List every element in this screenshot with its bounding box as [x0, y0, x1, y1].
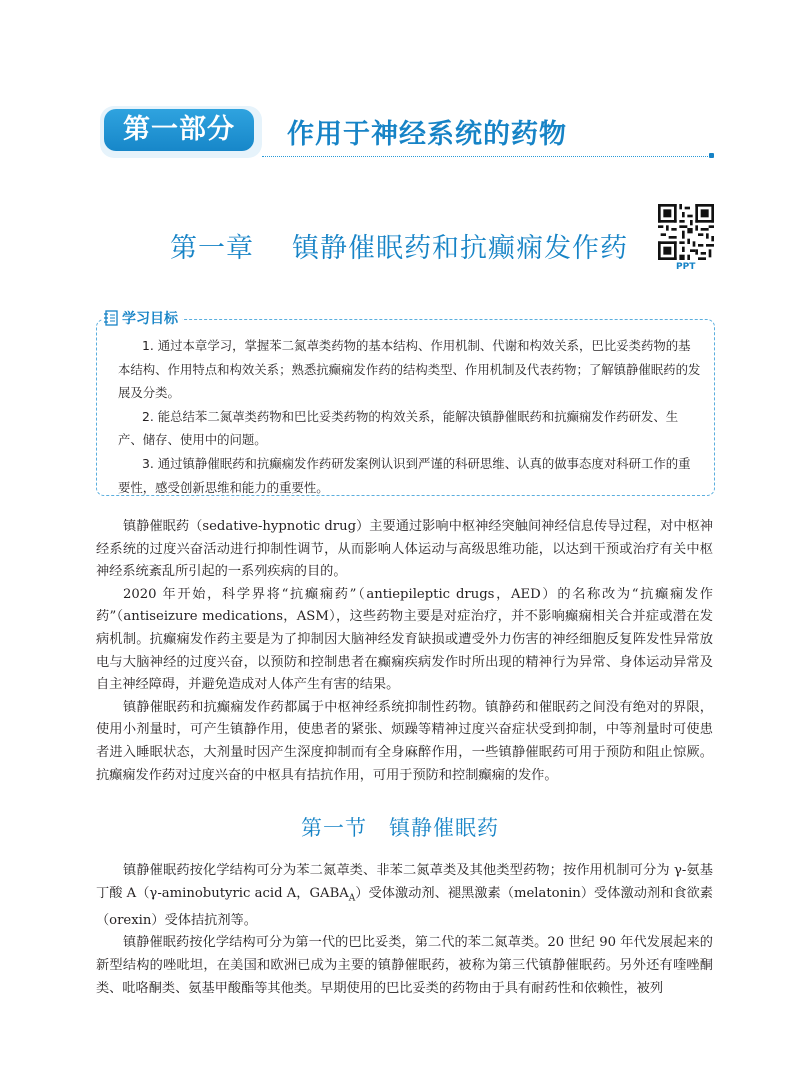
notebook-icon — [104, 310, 118, 326]
chapter-number: 第一章 — [170, 233, 254, 264]
section-title — [0, 812, 800, 842]
objectives-heading — [102, 309, 182, 329]
chapter-name: 镇静催眠药和抗癫痫发作药 — [292, 233, 628, 264]
body-paragraph: 2020 年开始，科学界将“抗癫痫药”（antiepileptic drugs，AED）的名称改为“抗癫痫发作药”（antiseizure medications，ASM），这些药物主要是对症治疗，并不影响癫痫相关合并症或潜在发病机制。抗癫痫发作药主要是为了抑制因大脑神经发育缺损或遭受外力伤害的神经细胞反复阵发性异常放电与大脑神经的过度兴奋，以预防和控制患者在癫痫疾病发作时所出现的精神行为异常、身体运动异常及自主神经障碍，并避免造成对人体产生有害的结果。 — [96, 586, 713, 693]
objectives-heading-text: 学习目标 — [122, 311, 178, 327]
objective-item: 2. 能总结苯二氮䓬类药物和巴比妥类药物的构效关系，能解决镇静催眠药和抗癫痫发作药研发、生产、储存、使用中的问题。 — [118, 408, 679, 448]
section-name: 镇静催眠药 — [389, 816, 499, 840]
qr-code-icon[interactable] — [658, 204, 714, 260]
objectives-list — [118, 334, 702, 499]
qr-label: PPT — [676, 262, 696, 272]
body-paragraph: 镇静催眠药和抗癫痫发作药都属于中枢神经系统抑制性药物。镇静药和催眠药之间没有绝对的界限，使用小剂量时，可产生镇静作用，使患者的紧张、烦躁等精神过度兴奋症状受到抑制，中等剂量时可使患者进入睡眠状态，大剂量时因产生深度抑制而有全身麻醉作用，一些镇静催眠药可用于预防和阻止惊厥。抗癫痫发作药对过度兴奋的中枢具有拮抗作用，可用于预防和控制癫痫的发作。 — [96, 699, 713, 783]
objective-item: 1. 通过本章学习，掌握苯二氮䓬类药物的基本结构、作用机制、代谢和构效关系，巴比妥类药物的基本结构、作用特点和构效关系；熟悉抗癫痫发作药的结构类型、作用机制及代表药物；了解镇静催眠药的发展及分类。 — [118, 338, 701, 401]
part-badge — [100, 106, 262, 158]
body-paragraph: 镇静催眠药按化学结构可分为第一代的巴比妥类，第二代的苯二氮䓬类。20 世纪 90 年代发展起来的新型结构的唑吡坦，在美国和欧洲已成为主要的镇静催眠药，被称为第三代镇静催眠药。另外还有喹唑酮类、吡咯酮类、氨基甲酸酯等其他类。早期使用的巴比妥类的药物由于具有耐药性和依赖性，被列 — [96, 935, 713, 996]
chapter-intro — [96, 516, 713, 787]
part-title: 作用于神经系统的药物 — [287, 119, 567, 150]
body-paragraph: 镇静催眠药（sedative-hypnotic drug）主要通过影响中枢神经突触间神经信息传导过程，对中枢神经系统的过度兴奋活动进行抑制性调节，从而影响人体运动与高级思维功能，以达到干预或治疗有关中枢神经系统紊乱所引起的一系列疾病的目的。 — [96, 519, 713, 580]
part-label: 第一部分 — [104, 109, 254, 151]
chapter-title — [170, 226, 628, 265]
section-number: 第一节 — [301, 816, 367, 840]
divider-end-mark — [709, 153, 714, 158]
section-body — [96, 860, 713, 1000]
body-paragraph: 镇静催眠药按化学结构可分为苯二氮䓬类、非苯二氮䓬类及其他类型药物；按作用机制可分为 γ-氨基丁酸 A（γ-aminobutyric acid A，$GABA_A$）受体激动剂、褪黑激素（melatonin）受体激动剂和食欲素（orexin）受体拮抗剂等。 — [96, 863, 713, 928]
part-divider — [262, 156, 712, 157]
objective-item: 3. 通过镇静催眠药和抗癫痫发作药研发案例认识到严谨的科研思维、认真的做事态度对科研工作的重要性，感受创新思维和能力的重要性。 — [118, 455, 691, 495]
